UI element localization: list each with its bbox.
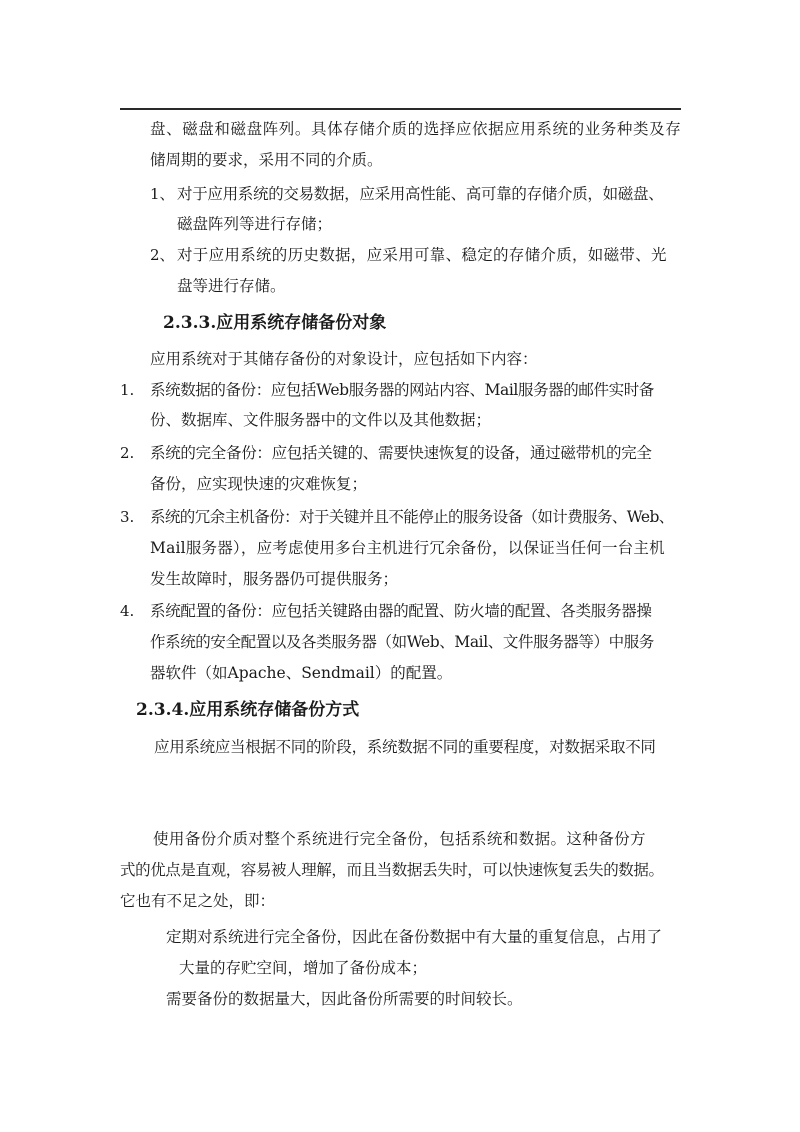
- object-item-4-line-3: 器软件（如Apache、Sendmail）的配置。: [150, 664, 453, 682]
- object-item-1-line-2: 份、数据库、文件服务器中的文件以及其他数据；: [150, 411, 492, 429]
- object-item-3-line-3: 发生故障时，服务器仍可提供服务；: [150, 570, 399, 588]
- object-item-4-line-1: 系统配置的备份：应包括关键路由器的配置、防火墙的配置、各类服务器操: [150, 602, 652, 620]
- drawback-2: 需要备份的数据量大，因此备份所需要的时间较长。: [166, 990, 523, 1008]
- object-item-4-marker: 4.: [120, 602, 135, 620]
- media-list-marker-2: 2、: [150, 246, 175, 264]
- full-backup-line-1: 使用备份介质对整个系统进行完全备份，包括系统和数据。这种备份方: [153, 830, 646, 848]
- media-list-item-2-line-1: 对于应用系统的历史数据，应采用可靠、稳定的存储介质，如磁带、光: [177, 246, 667, 264]
- object-item-3-line-1: 系统的冗余主机备份：对于关键并且不能停止的服务设备（如计费服务、Web、: [150, 508, 674, 526]
- object-item-4-line-2: 作系统的安全配置以及各类服务器（如Web、Mail、文件服务器等）中服务: [150, 633, 654, 651]
- media-list-item-1-line-2: 磁盘阵列等进行存储；: [177, 215, 333, 233]
- section-heading-2-3-3: 2.3.3.应用系统存储备份对象: [163, 313, 387, 333]
- section-heading-2-3-4: 2.3.4.应用系统存储备份方式: [136, 700, 360, 720]
- full-backup-line-3: 它也有不足之处，即：: [120, 892, 276, 910]
- section-2-3-3-lead: 应用系统对于其储存备份的对象设计，应包括如下内容：: [150, 350, 538, 368]
- object-item-1-line-1: 系统数据的备份：应包括Web服务器的网站内容、Mail服务器的邮件实时备: [150, 381, 654, 399]
- intro-line-1: 盘、磁盘和磁盘阵列。具体存储介质的选择应依据应用系统的业务种类及存: [150, 120, 682, 138]
- media-list-item-2-line-2: 盘等进行存储。: [177, 277, 286, 295]
- object-item-3-marker: 3.: [120, 508, 135, 526]
- object-item-1-marker: 1.: [120, 381, 135, 399]
- object-item-2-line-2: 备份，应实现快速的灾难恢复；: [150, 475, 368, 493]
- header-rule: [120, 108, 681, 110]
- full-backup-line-2: 式的优点是直观，容易被人理解，而且当数据丢失时，可以快速恢复丢失的数据。: [120, 861, 664, 879]
- drawback-1-line-2: 大量的存贮空间，增加了备份成本；: [179, 959, 428, 977]
- section-2-3-4-lead: 应用系统应当根据不同的阶段，系统数据不同的重要程度，对数据采取不同: [154, 738, 656, 756]
- object-item-2-line-1: 系统的完全备份：应包括关键的、需要快速恢复的设备，通过磁带机的完全: [150, 444, 652, 462]
- media-list-item-1-line-1: 对于应用系统的交易数据，应采用高性能、高可靠的存储介质，如磁盘、: [177, 185, 664, 203]
- object-item-2-marker: 2.: [120, 444, 135, 462]
- intro-line-2: 储周期的要求，采用不同的介质。: [150, 151, 383, 169]
- object-item-3-line-2: Mail服务器），应考虑使用多台主机进行冗余备份，以保证当任何一台主机: [150, 539, 665, 557]
- media-list-marker-1: 1、: [150, 185, 175, 203]
- drawback-1-line-1: 定期对系统进行完全备份，因此在备份数据中有大量的重复信息，占用了: [166, 928, 663, 946]
